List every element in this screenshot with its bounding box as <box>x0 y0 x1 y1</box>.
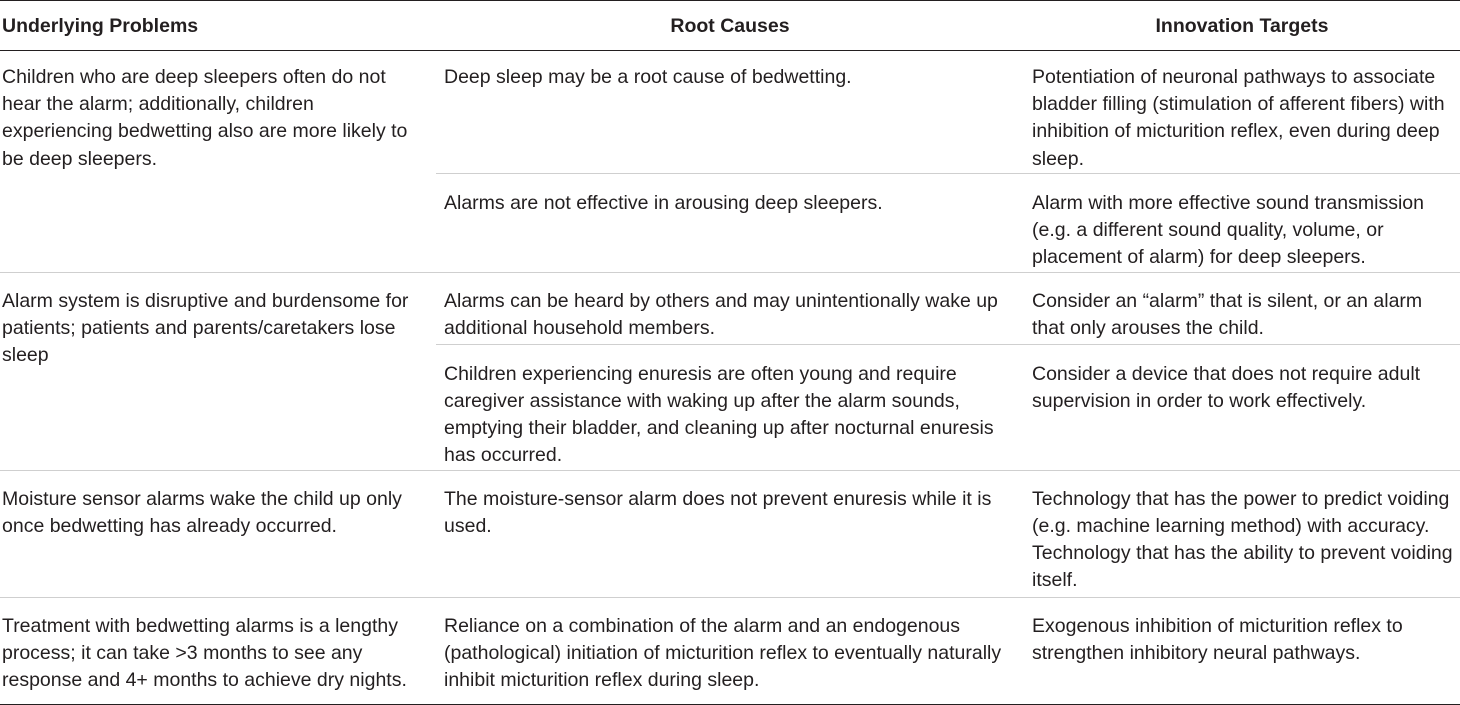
header-underlying-problems: Underlying Problems <box>0 1 436 51</box>
target-cell: Technology that has the power to predict voiding (e.g. machine learning method) with accuracy. Technology that has the ability to prevent voiding itself. <box>1024 470 1460 597</box>
target-cell: Consider an “alarm” that is silent, or an alarm that only arouses the child. <box>1024 272 1460 344</box>
cause-cell: Alarms can be heard by others and may unintentionally wake up additional household members. <box>436 272 1024 344</box>
problem-cell: Treatment with bedwetting alarms is a lengthy process; it can take >3 months to see any response and 4+ months to achieve dry nights. <box>0 597 436 704</box>
cause-cell: Deep sleep may be a root cause of bedwetting. <box>436 51 1024 174</box>
cause-cell: Reliance on a combination of the alarm and an endogenous (pathological) initiation of micturition reflex to eventually naturally inhibit micturition reflex during sleep. <box>436 597 1024 704</box>
table-row <box>0 272 1460 344</box>
table-row <box>0 51 1460 174</box>
cause-cell: The moisture-sensor alarm does not prevent enuresis while it is used. <box>436 470 1024 597</box>
header-row <box>0 1 1460 51</box>
table-row <box>0 470 1460 597</box>
problem-cell: Alarm system is disruptive and burdensome for patients; patients and parents/caretakers lose sleep <box>0 272 436 470</box>
target-cell: Alarm with more effective sound transmission (e.g. a different sound quality, volume, or placement of alarm) for deep sleepers. <box>1024 174 1460 273</box>
header-root-causes: Root Causes <box>436 1 1024 51</box>
header-innovation-targets: Innovation Targets <box>1024 1 1460 51</box>
problem-cell: Children who are deep sleepers often do not hear the alarm; additionally, children experiencing bedwetting also are more likely to be deep sleepers. <box>0 51 436 273</box>
target-cell: Consider a device that does not require adult supervision in order to work effectively. <box>1024 344 1460 470</box>
cause-cell: Alarms are not effective in arousing deep sleepers. <box>436 174 1024 273</box>
target-cell: Potentiation of neuronal pathways to associate bladder filling (stimulation of afferent fibers) with inhibition of micturition reflex, even during deep sleep. <box>1024 51 1460 174</box>
table-row <box>0 597 1460 704</box>
problem-cell: Moisture sensor alarms wake the child up only once bedwetting has already occurred. <box>0 470 436 597</box>
cause-cell: Children experiencing enuresis are often young and require caregiver assistance with waking up after the alarm sounds, emptying their bladder, and cleaning up after nocturnal enuresis has occurred. <box>436 344 1024 470</box>
target-cell: Exogenous inhibition of micturition reflex to strengthen inhibitory neural pathways. <box>1024 597 1460 704</box>
